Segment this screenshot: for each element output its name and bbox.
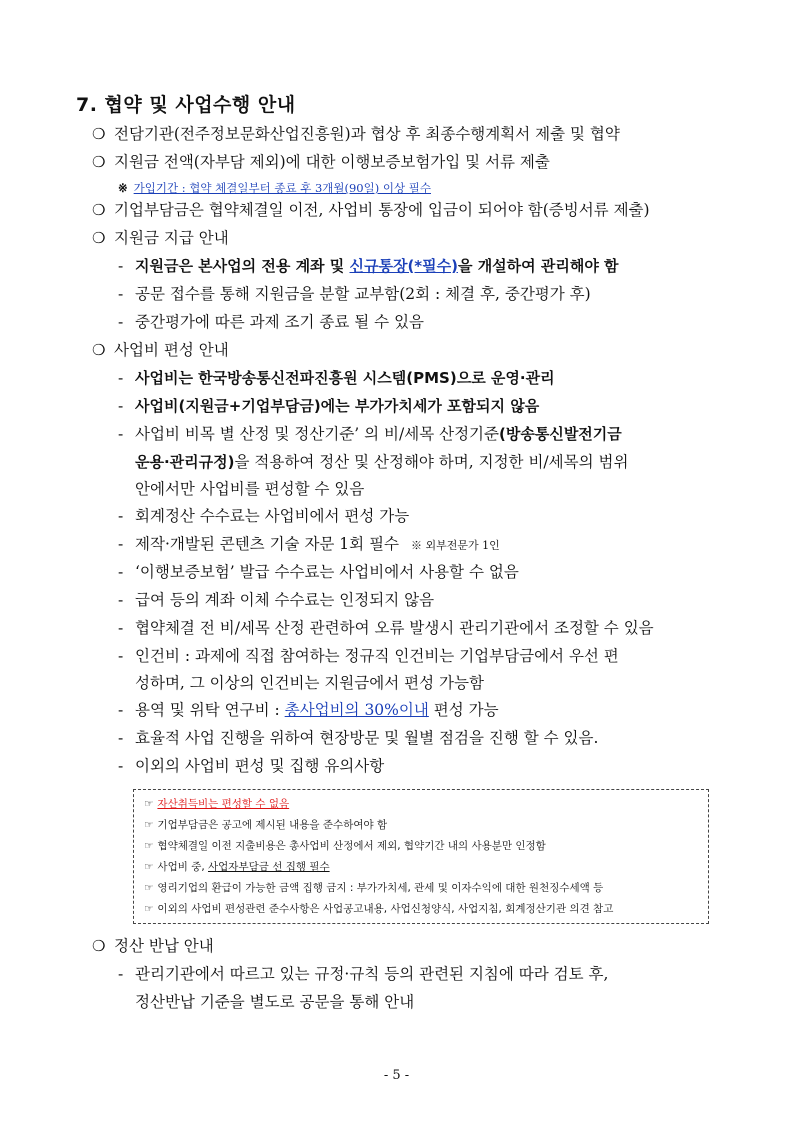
sub-item: - 공문 접수를 통해 지원금을 분할 교부함(2회 : 체결 후, 중간평가 후) [118,285,591,303]
sub-item-text: 관리기관에서 따르고 있는 규정·규칙 등의 관련된 지침에 따라 검토 후, [135,965,609,983]
list-item [92,340,229,360]
sub-item: - 인건비 : 과제에 직접 참여하는 정규직 인건비는 기업부담금에서 우선 편 [118,647,619,665]
list-item [92,152,550,172]
sub-item-continuation [135,479,364,499]
pointing-hand-icon: ☞ [144,798,154,810]
notice-row [144,880,603,895]
sub-item-text: 성하며, 그 이상의 인건비는 지원금에서 편성 가능함 [135,674,484,692]
sub-item-text: 공문 접수를 통해 지원금을 분할 교부함(2회 : 체결 후, 중간평가 후) [135,285,591,303]
sub-item-text: 을 적용하여 정산 및 산정해야 하며, 지정한 비/세목의 범위 [234,453,629,471]
notice-text: 자산취득비는 편성할 수 없음 [157,798,290,810]
pointing-hand-icon: ☞ [144,819,154,831]
sub-item-text: 협약체결 전 비/세목 산정 관련하여 오류 발생시 관리기관에서 조정할 수 있음 [135,619,654,637]
sub-item-text: 사업비는 한국방송통신전파진흥원 시스템(PMS)으로 운영·관리 [135,369,555,387]
notice-row [144,901,613,916]
notice-row [144,817,387,832]
pointing-hand-icon: ☞ [144,840,154,852]
list-item [92,228,229,248]
sub-item-bold: 운용·관리규정) [135,453,235,471]
circle-bullet-icon: ❍ [92,153,106,171]
item-text: 기업부담금은 협약체결일 이전, 사업비 통장에 입금이 되어야 함(증빙서류 제출) [114,201,650,219]
note-mark: ※ [118,181,128,195]
item-text: 전담기관(전주정보문화산업진흥원)과 협상 후 최종수행계획서 제출 및 협약 [114,125,620,143]
sub-item-text: 중간평가에 따른 과제 조기 종료 될 수 있음 [135,313,425,331]
sub-item: - 사업비(지원금+기업부담금)에는 부가가치세가 포함되지 않음 [118,397,540,415]
item-text: 사업비 편성 안내 [114,341,229,359]
notice-row [144,796,289,811]
sub-item: - 제작·개발된 콘텐츠 기술 자문 1회 필수 ※ 외부전문가 1인 [118,535,500,553]
notice-text: 이외의 사업비 편성관련 준수사항은 사업공고내용, 사업신청양식, 사업지침, 회계정산기관 의견 참고 [157,903,614,915]
sub-item: - 중간평가에 따른 과제 조기 종료 될 수 있음 [118,313,425,331]
sub-item: - 급여 등의 계좌 이체 수수료는 인정되지 않음 [118,591,435,609]
sub-item: - 협약체결 전 비/세목 산정 관련하여 오류 발생시 관리기관에서 조정할 수 있음 [118,619,654,637]
circle-bullet-icon: ❍ [92,125,106,143]
notice-row [144,859,330,874]
sub-item-bold: (방송통신발전기금 [499,425,622,443]
sub-item: - 사업비는 한국방송통신전파진흥원 시스템(PMS)으로 운영·관리 [118,369,555,387]
sub-item: - 지원금은 본사업의 전용 계좌 및 신규통장(*필수)을 개설하여 관리해야 함 [118,257,619,275]
sub-item-text: 용역 및 위탁 연구비 : [135,701,285,719]
sub-item-text: 효율적 사업 진행을 위하여 현장방문 및 월별 점검을 진행 할 수 있음. [135,729,599,747]
sub-item-continuation [135,992,414,1012]
note-text: 가입기간 : 협약 체결일부터 종료 후 3개월(90일) 이상 필수 [133,181,431,195]
sub-item-continuation [135,673,484,693]
item-text: 지원금 지급 안내 [114,229,229,247]
sub-item-text: 안에서만 사업비를 편성할 수 있음 [135,480,365,498]
pointing-hand-icon: ☞ [144,861,154,873]
sub-item: - 사업비 비목 별 산정 및 정산기준’ 의 비/세목 산정기준(방송통신발전기금 [118,425,622,443]
sub-item: - 관리기관에서 따르고 있는 규정·규칙 등의 관련된 지침에 따라 검토 후, [118,965,609,983]
page-number: - 5 - [383,1068,410,1083]
list-item [92,200,650,220]
sub-item-text: 인건비 : 과제에 직접 참여하는 정규직 인건비는 기업부담금에서 우선 편 [135,647,619,665]
inline-note: ※ 외부전문가 1인 [411,539,500,552]
sub-item-text: 사업비 비목 별 산정 및 정산기준’ 의 비/세목 산정기준 [135,425,499,443]
notice-text: 사업비 중, [157,861,209,873]
sub-item-continuation [135,452,628,472]
sub-item-text: 사업비(지원금+기업부담금)에는 부가가치세가 포함되지 않음 [135,397,540,415]
sub-item: - ‘이행보증보험’ 발급 수수료는 사업비에서 사용할 수 없음 [118,563,519,581]
item-text: 지원금 전액(자부담 제외)에 대한 이행보증보험가입 및 서류 제출 [114,153,550,171]
section-heading: 7. 협약 및 사업수행 안내 [76,94,296,116]
sub-item-text: 급여 등의 계좌 이체 수수료는 인정되지 않음 [135,591,435,609]
sub-item-text: 지원금은 본사업의 전용 계좌 및 [135,257,350,275]
sub-item-text: 회계정산 수수료는 사업비에서 편성 가능 [135,507,410,525]
sub-item-text: 편성 가능 [428,701,499,719]
notice-text-underlined: 사업자부담금 선 집행 필수 [208,861,330,873]
list-item [92,936,214,956]
sub-item: - 효율적 사업 진행을 위하여 현장방문 및 월별 점검을 진행 할 수 있음. [118,729,599,747]
notice-text: 협약체결일 이전 지출비용은 총사업비 산정에서 제외, 협약기간 내의 사용분만 인정함 [157,840,546,852]
note-line [118,178,431,198]
circle-bullet-icon: ❍ [92,937,106,955]
sub-item-text: 을 개설하여 관리해야 함 [457,257,619,275]
sub-item-text: 이외의 사업비 편성 및 집행 유의사항 [135,757,385,775]
notice-text: 기업부담금은 공고에 제시된 내용을 준수하여야 함 [157,819,388,831]
sub-item: - 용역 및 위탁 연구비 : 총사업비의 30%이내 편성 가능 [118,701,499,719]
sub-item-text: ‘이행보증보험’ 발급 수수료는 사업비에서 사용할 수 없음 [135,563,519,581]
sub-item: - 회계정산 수수료는 사업비에서 편성 가능 [118,507,410,525]
sub-item: - 이외의 사업비 편성 및 집행 유의사항 [118,757,385,775]
item-text: 정산 반납 안내 [114,937,214,955]
list-item [92,124,620,144]
budget-limit-link: 총사업비의 30%이내 [284,701,429,719]
circle-bullet-icon: ❍ [92,341,106,359]
circle-bullet-icon: ❍ [92,201,106,219]
notice-box [133,789,709,924]
circle-bullet-icon: ❍ [92,229,106,247]
sub-item-text: 정산반납 기준을 별도로 공문을 통해 안내 [135,993,415,1011]
pointing-hand-icon: ☞ [144,882,154,894]
notice-row [144,838,546,853]
pointing-hand-icon: ☞ [144,903,154,915]
notice-text: 영리기업의 환급이 가능한 금액 집행 금지 : 부가가치세, 관세 및 이자수익에 대한 원천징수세액 등 [157,882,604,894]
new-account-link: 신규통장(*필수) [349,257,458,275]
sub-item-text: 제작·개발된 콘텐츠 기술 자문 1회 필수 [135,535,400,553]
